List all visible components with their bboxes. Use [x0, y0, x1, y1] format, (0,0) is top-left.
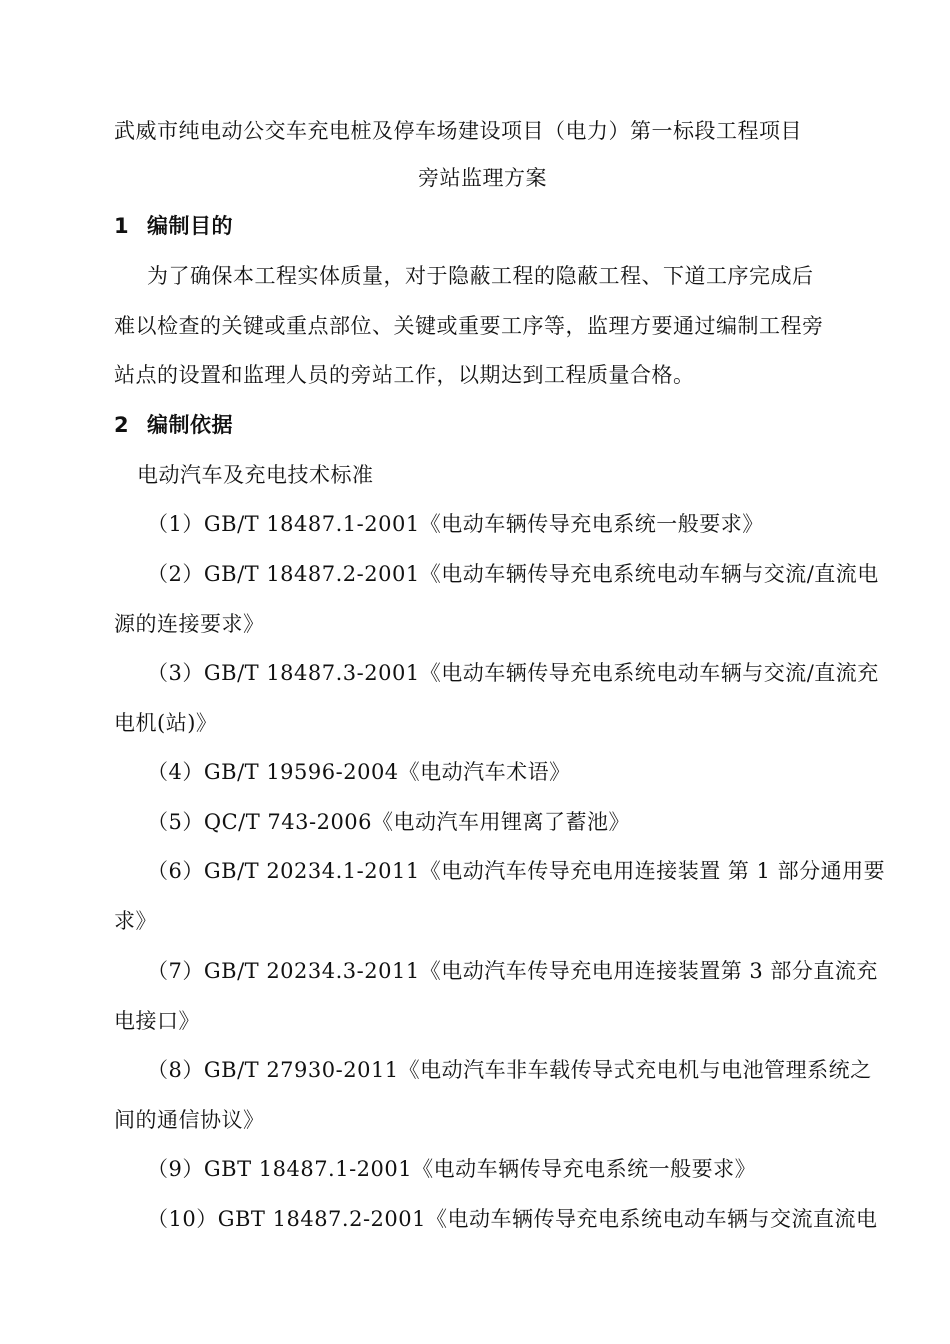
list-item: （3）GB/T 18487.3-2001《电动车辆传导充电系统电动车辆与交流/直流充 — [147, 661, 879, 685]
list-item: （10）GBT 18487.2-2001《电动车辆传导充电系统电动车辆与交流直流电 — [147, 1207, 878, 1231]
section-number: 1 — [114, 214, 130, 238]
list-item: （1）GB/T 18487.1-2001《电动车辆传导充电系统一般要求》 — [147, 512, 764, 536]
list-item: （9）GBT 18487.1-2001《电动车辆传导充电系统一般要求》 — [147, 1157, 757, 1181]
paragraph-line: 难以检查的关键或重点部位、关键或重要工序等，监理方要通过编制工程旁 — [114, 314, 824, 338]
list-item-continuation: 源的连接要求》 — [114, 612, 265, 636]
document-title-line2: 旁站监理方案 — [418, 166, 547, 190]
section-number: 2 — [114, 413, 130, 437]
list-item-continuation: 电接口》 — [114, 1009, 200, 1033]
list-item: （6）GB/T 20234.1-2011《电动汽车传导充电用连接装置 第 1 部分通用要 — [147, 859, 886, 883]
paragraph-line: 为了确保本工程实体质量，对于隐蔽工程的隐蔽工程、下道工序完成后 — [147, 264, 814, 288]
list-item-continuation: 求》 — [114, 909, 157, 933]
paragraph-line: 站点的设置和监理人员的旁站工作，以期达到工程质量合格。 — [114, 363, 695, 387]
section-heading — [114, 412, 233, 438]
list-item: （5）QC/T 743-2006《电动汽车用锂离了蓄池》 — [147, 810, 631, 834]
list-item: （8）GB/T 27930-2011《电动汽车非车载传导式充电机与电池管理系统之 — [147, 1058, 872, 1082]
section-heading — [114, 213, 233, 239]
list-item-continuation: 间的通信协议》 — [114, 1108, 265, 1132]
list-item: （7）GB/T 20234.3-2011《电动汽车传导充电用连接装置第 3 部分直流充 — [147, 959, 878, 983]
section-title: 编制依据 — [147, 413, 233, 437]
subheading: 电动汽车及充电技术标准 — [137, 463, 374, 487]
document-title-line1: 武威市纯电动公交车充电桩及停车场建设项目（电力）第一标段工程项目 — [114, 119, 802, 143]
list-item: （2）GB/T 18487.2-2001《电动车辆传导充电系统电动车辆与交流/直流电 — [147, 562, 879, 586]
section-title: 编制目的 — [147, 214, 233, 238]
list-item-continuation: 电机(站)》 — [114, 711, 218, 735]
list-item: （4）GB/T 19596-2004《电动汽车术语》 — [147, 760, 571, 784]
